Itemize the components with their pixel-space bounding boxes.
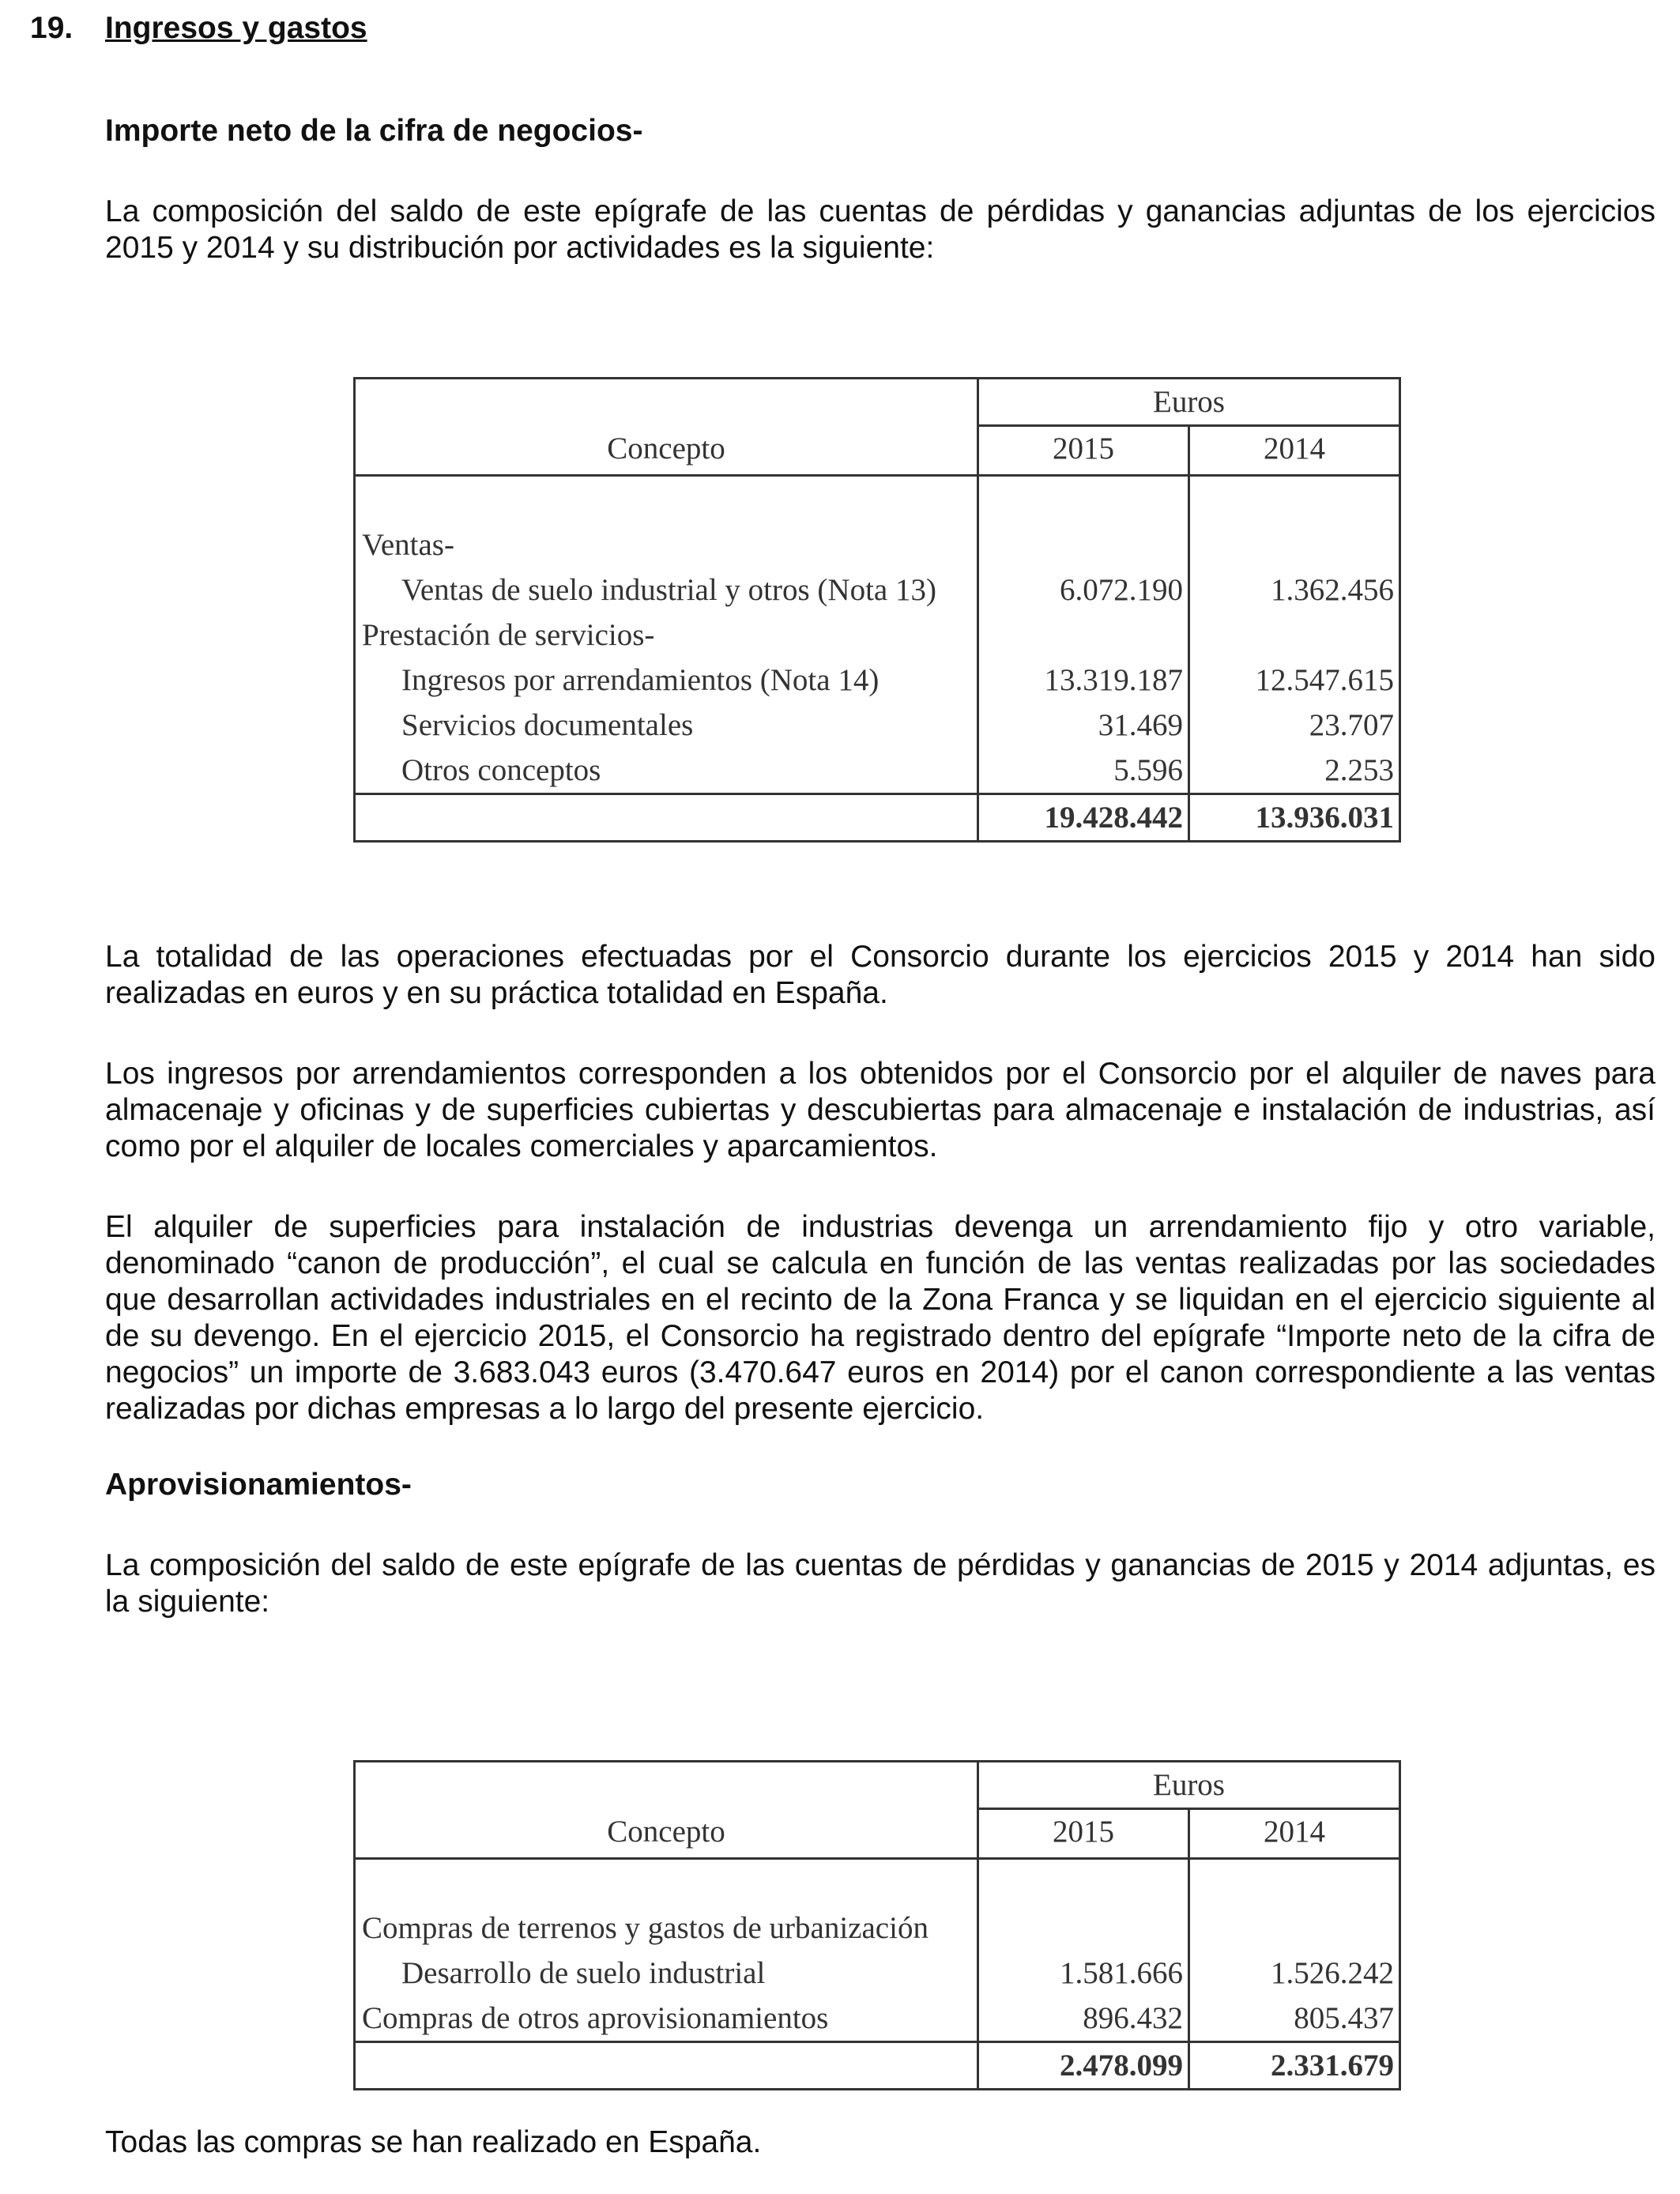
importe-heading: Importe neto de la cifra de negocios- — [105, 114, 643, 148]
currency-header: Euros — [979, 379, 1399, 427]
table-row — [356, 522, 1399, 567]
row-concept: Compras de otros aprovisionamientos — [362, 2001, 829, 2035]
table-row — [356, 748, 1399, 793]
table-spacer — [356, 1860, 1399, 1906]
row-value-2015: 6.072.190 — [977, 567, 1188, 613]
table-row — [356, 703, 1399, 748]
row-value-2014: 23.707 — [1188, 703, 1399, 748]
row-value-2014: 1.526.242 — [1188, 1951, 1399, 1996]
importe-intro: La composición del saldo de este epígrafe de las cuentas de pérdidas y ganancias adjuntas de los ejercicios 2015 y 2014 y su distribución por actividades es la siguiente: — [105, 194, 1656, 265]
table-spacer — [356, 477, 1399, 522]
row-value-2015: 31.469 — [977, 703, 1188, 748]
row-concept: Ventas de suelo industrial y otros (Nota 13) — [401, 573, 936, 607]
section-title: Ingresos y gastos — [105, 11, 367, 45]
section-heading — [30, 11, 367, 46]
row-value-2014: 1.362.456 — [1188, 567, 1399, 613]
table-row — [356, 567, 1399, 613]
row-concept: Prestación de servicios- — [362, 618, 655, 652]
row-value-2014: 2.253 — [1188, 748, 1399, 793]
table-row — [356, 1996, 1399, 2041]
row-value-2015: 13.319.187 — [977, 658, 1188, 703]
year-headers — [979, 1810, 1399, 1857]
year-header-2014: 2014 — [1264, 1815, 1325, 1849]
row-value-2014 — [1188, 613, 1399, 658]
total-value-2014: 13.936.031 — [1188, 795, 1399, 840]
row-value-2015 — [977, 613, 1188, 658]
importe-table — [353, 377, 1401, 843]
table-header — [356, 379, 1399, 477]
table-row — [356, 658, 1399, 703]
importe-paragraph-2: Los ingresos por arrendamientos corresponden a los obtenidos por el Consorcio por el alquiler de naves para almacenaje y oficinas y de superficies cubiertas y descubiertas para almacenaje e instalación de industrias, así como por el alquiler de locales comerciales y aparcamientos. — [105, 1057, 1656, 1163]
total-value-2015: 19.428.442 — [977, 795, 1188, 840]
row-concept: Ventas- — [362, 528, 454, 562]
row-concept: Ingresos por arrendamientos (Nota 14) — [401, 663, 880, 697]
aprov-table — [353, 1760, 1401, 2090]
total-concept — [356, 2043, 977, 2088]
row-value-2014 — [1188, 1906, 1399, 1951]
table-row — [356, 613, 1399, 658]
row-concept: Otros conceptos — [401, 753, 601, 787]
importe-paragraph-3: El alquiler de superficies para instalación de industrias devenga un arrendamiento fijo y otro variable, denominado “canon de producción”, el cual se calcula en función de las ventas realizadas por las sociedades que desarrollan actividades industriales en el recinto de la Zona Franca y se liquidan en el ejercicio siguiente al de su devengo. En el ejercicio 2015, el Consorcio ha registrado dentro del epígrafe “Importe neto de la cifra de negocios” un importe de 3.683.043 euros (3.470.647 euros en 2014) por el canon correspondiente a las ventas realizadas por dichas empresas a lo largo del presente ejercicio. — [105, 1210, 1656, 1426]
aprov-closing: Todas las compras se han realizado en España. — [105, 2125, 762, 2159]
total-value-2015: 2.478.099 — [977, 2043, 1188, 2088]
euros-header-box — [977, 1762, 1399, 1857]
euros-header-box — [977, 379, 1399, 474]
row-value-2015 — [977, 522, 1188, 567]
aprov-intro: La composición del saldo de este epígrafe de las cuentas de pérdidas y ganancias de 2015 y 2014 adjuntas, es la siguiente: — [105, 1548, 1656, 1619]
row-value-2015: 896.432 — [977, 1996, 1188, 2041]
year-header-2015: 2015 — [979, 427, 1190, 474]
row-value-2015 — [977, 1906, 1188, 1951]
row-concept: Compras de terrenos y gastos de urbanización — [362, 1911, 929, 1945]
section-number: 19. — [30, 11, 73, 45]
row-value-2015: 1.581.666 — [977, 1951, 1188, 1996]
table-row — [356, 1951, 1399, 1996]
concept-header: Concepto — [607, 1815, 725, 1849]
table-header — [356, 1762, 1399, 1860]
row-concept: Servicios documentales — [401, 708, 694, 742]
year-header-2014: 2014 — [1264, 432, 1325, 466]
year-headers — [979, 427, 1399, 474]
importe-paragraph-1: La totalidad de las operaciones efectuadas por el Consorcio durante los ejercicios 2015 y 2014 han sido realizadas en euros y en su práctica totalidad en España. — [105, 940, 1656, 1010]
total-row — [356, 793, 1399, 840]
aprov-heading: Aprovisionamientos- — [105, 1468, 412, 1502]
total-concept — [356, 795, 977, 840]
row-value-2014 — [1188, 522, 1399, 567]
total-row — [356, 2041, 1399, 2088]
concept-header: Concepto — [607, 432, 725, 466]
row-value-2014: 12.547.615 — [1188, 658, 1399, 703]
row-concept: Desarrollo de suelo industrial — [401, 1956, 766, 1990]
currency-header: Euros — [979, 1762, 1399, 1810]
row-value-2014: 805.437 — [1188, 1996, 1399, 2041]
row-value-2015: 5.596 — [977, 748, 1188, 793]
total-value-2014: 2.331.679 — [1188, 2043, 1399, 2088]
table-row — [356, 1906, 1399, 1951]
year-header-2015: 2015 — [979, 1810, 1190, 1857]
